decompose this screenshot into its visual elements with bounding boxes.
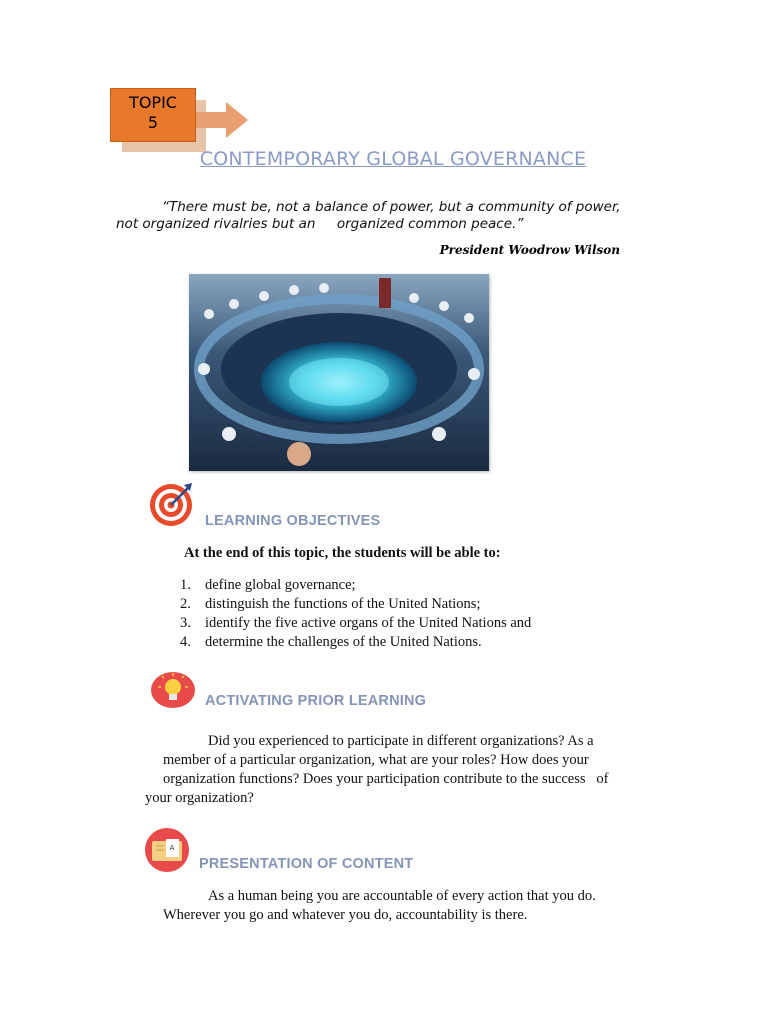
hero-image — [189, 274, 489, 471]
content-heading: PRESENTATION OF CONTENT — [199, 856, 414, 872]
content-paragraph: As a human being you are accountable of every action that you do. Wherever you go and whatever you do, accountability is there. — [163, 888, 596, 923]
objectives-heading: LEARNING OBJECTIVES — [205, 513, 381, 529]
topic-badge — [110, 88, 196, 142]
target-icon — [148, 481, 194, 527]
arrow-right-icon — [196, 100, 250, 140]
objectives-intro: At the end of this topic, the students will be able to: — [184, 545, 501, 561]
list-item: 1. define global governance; — [180, 577, 356, 593]
objectives-list — [180, 576, 531, 652]
quote — [110, 199, 650, 233]
quote-line-2: not organized rivalries but an organized common peace.” — [116, 216, 524, 232]
svg-text:A: A — [169, 844, 175, 852]
page-title: CONTEMPORARY GLOBAL GOVERNANCE — [199, 148, 587, 170]
list-item: 4. determine the challenges of the United Nations. — [180, 634, 482, 650]
lightbulb-icon — [150, 668, 196, 714]
prior-heading: ACTIVATING PRIOR LEARNING — [205, 693, 427, 709]
topic-number: 5 — [147, 113, 159, 132]
list-item: 3. identify the five active organs of the United Nations and — [180, 615, 532, 631]
quote-line-1: “There must be, not a balance of power, but a community of power, — [162, 199, 621, 215]
topic-label: TOPIC — [129, 93, 177, 112]
prior-paragraph: Did you experienced to participate in different organizations? As a member of a particular organization, what are your roles? How does your organization functions? Does your participation contribute to the success of your organization? — [145, 733, 609, 806]
book-icon — [144, 828, 190, 874]
list-item: 2. distinguish the functions of the United Nations; — [180, 596, 481, 612]
quote-author: President Woodrow Wilson — [439, 243, 620, 257]
